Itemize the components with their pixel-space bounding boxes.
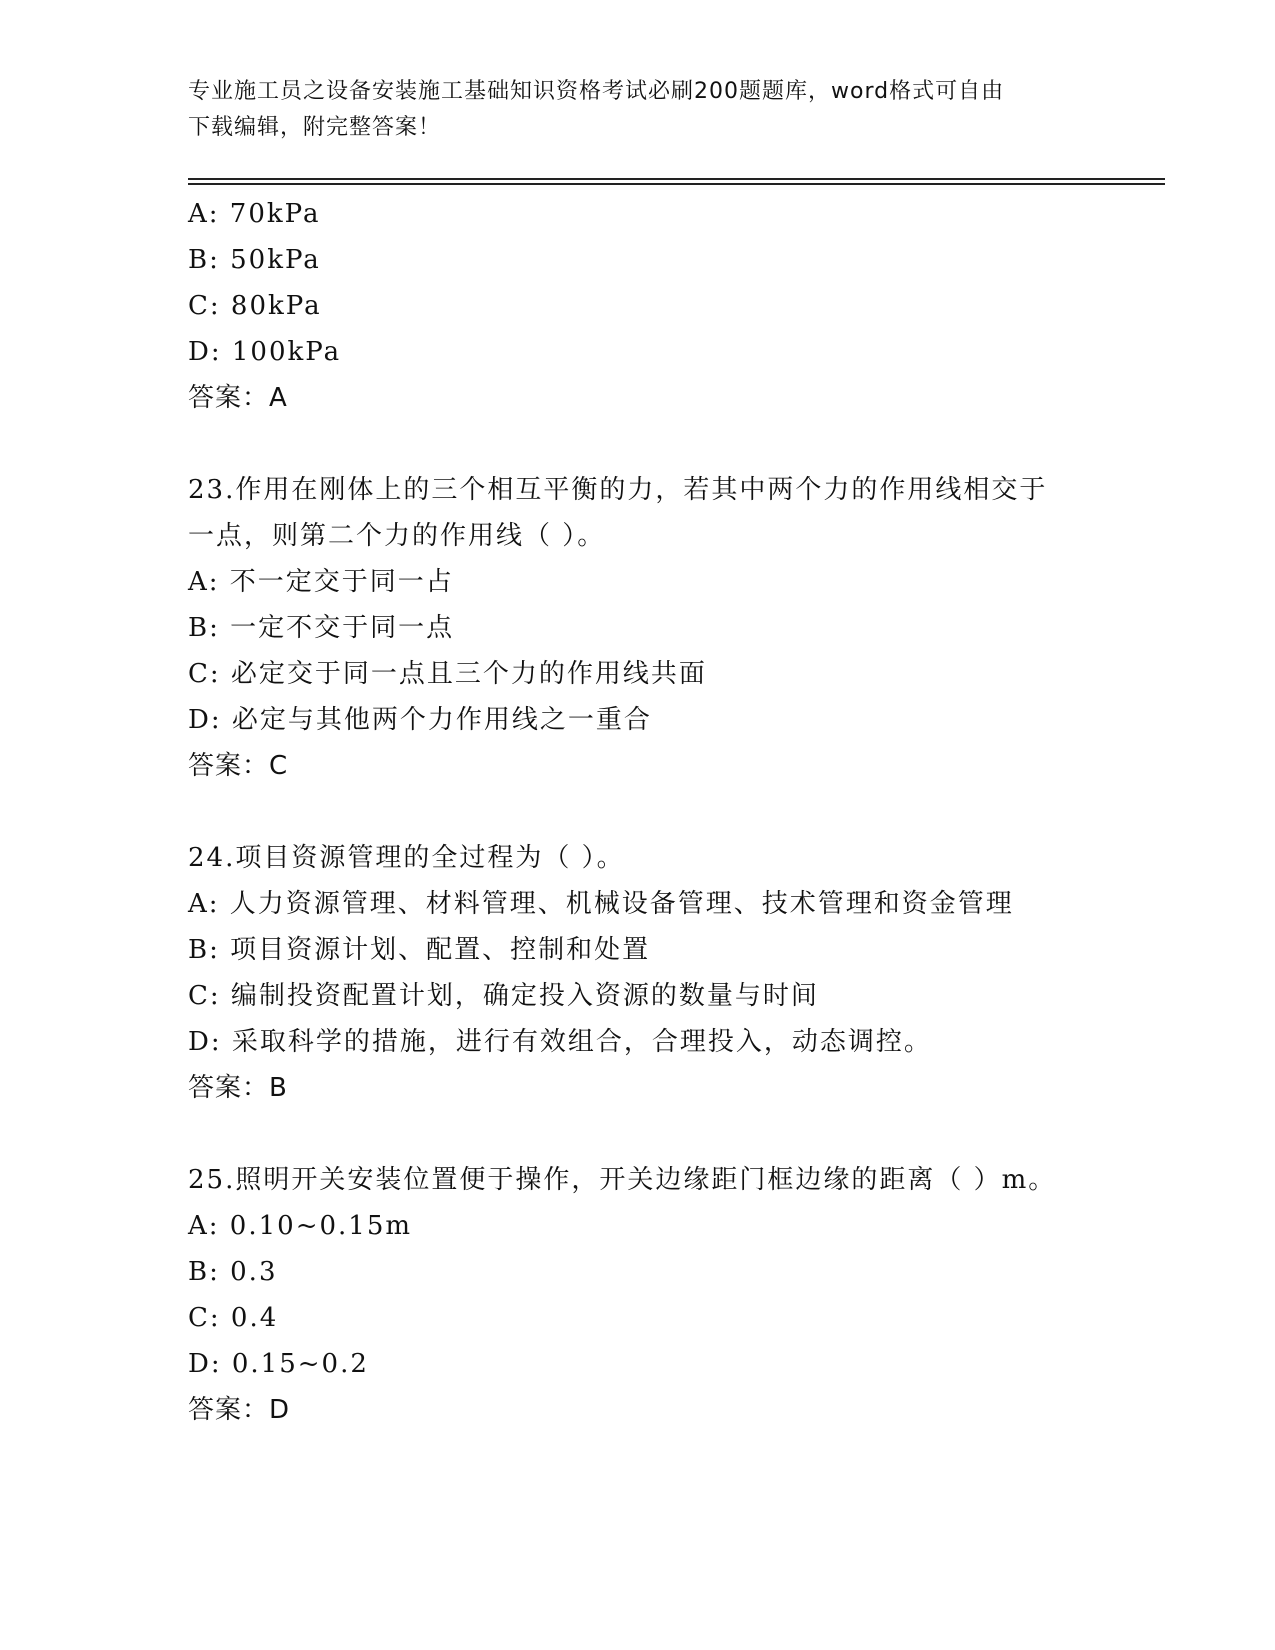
option-c: C: 80kPa (188, 291, 322, 321)
answer-line: 答案：D (188, 1395, 291, 1425)
answer-line: 答案：A (188, 383, 288, 413)
option-d: D: 采取科学的措施，进行有效组合，合理投入，动态调控。 (188, 1027, 932, 1057)
option-c: C: 0.4 (188, 1303, 279, 1333)
answer-line: 答案：B (188, 1073, 288, 1103)
spacer (188, 789, 1148, 835)
question-list (188, 191, 1148, 1433)
question-text-line-2: 一点，则第二个力的作用线（ ）。 (188, 521, 606, 551)
question-text: 24.项目资源管理的全过程为（ ）。 (188, 843, 625, 873)
option-d: D: 必定与其他两个力作用线之一重合 (188, 705, 652, 735)
option-b: B: 0.3 (188, 1257, 278, 1287)
question-24-block (188, 835, 1148, 1111)
option-c: C: 编制投资配置计划，确定投入资源的数量与时间 (188, 981, 819, 1011)
option-d: D: 100kPa (188, 337, 342, 367)
option-a: A: 0.10~0.15m (188, 1211, 413, 1241)
option-c: C: 必定交于同一点且三个力的作用线共面 (188, 659, 707, 689)
option-d: D: 0.15~0.2 (188, 1349, 369, 1379)
spacer (188, 1111, 1148, 1157)
header-divider-top (188, 178, 1165, 180)
option-a: A: 人力资源管理、材料管理、机械设备管理、技术管理和资金管理 (188, 889, 1014, 919)
header-line-2: 下载编辑，附完整答案！ (188, 115, 442, 140)
option-a: A: 不一定交于同一占 (188, 567, 454, 597)
question-text-line-1: 23.作用在刚体上的三个相互平衡的力，若其中两个力的作用线相交于 (188, 475, 1048, 505)
question-text: 25.照明开关安装位置便于操作，开关边缘距门框边缘的距离（ ）m。 (188, 1165, 1057, 1195)
option-b: B: 50kPa (188, 245, 321, 275)
document-header (188, 74, 1088, 146)
header-line-1: 专业施工员之设备安装施工基础知识资格考试必刷200题题库，word格式可自由 (188, 79, 1005, 104)
option-a: A: 70kPa (188, 199, 321, 229)
question-25-block (188, 1157, 1148, 1433)
option-b: B: 项目资源计划、配置、控制和处置 (188, 935, 651, 965)
answer-line: 答案：C (188, 751, 289, 781)
question-23-block (188, 467, 1148, 789)
option-b: B: 一定不交于同一点 (188, 613, 455, 643)
question-22-block (188, 191, 1148, 421)
header-divider-bottom (188, 183, 1165, 185)
spacer (188, 421, 1148, 467)
